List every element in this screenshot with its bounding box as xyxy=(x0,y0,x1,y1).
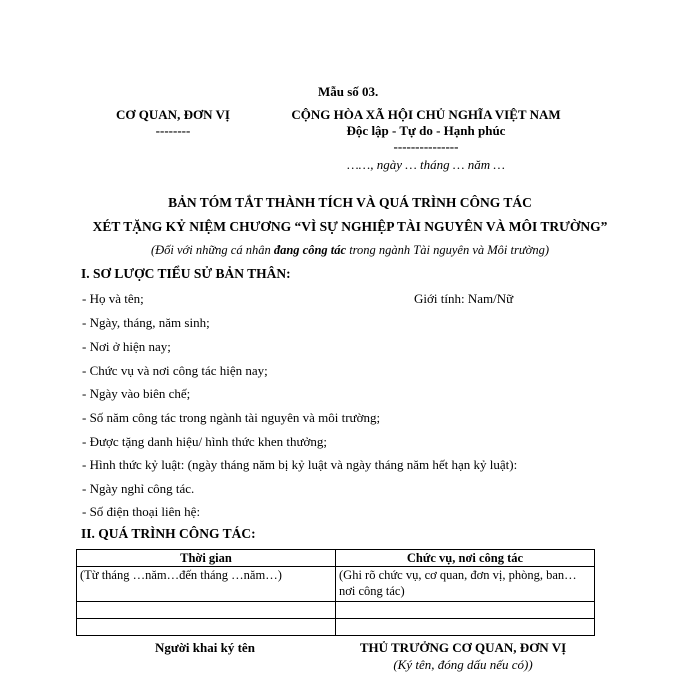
date-line: ……, ngày … tháng … năm … xyxy=(347,157,505,172)
table-row xyxy=(77,602,595,619)
table-row xyxy=(77,619,595,636)
form-number: Mẫu số 03. xyxy=(318,84,379,99)
section2-heading: II. QUÁ TRÌNH CÔNG TÁC: xyxy=(81,526,256,541)
table-row xyxy=(77,567,595,602)
field-birthdate: - Ngày, tháng, năm sinh; xyxy=(82,315,210,330)
field-phone: - Số điện thoại liên hệ: xyxy=(82,504,201,519)
field-staffing-date: - Ngày vào biên chế; xyxy=(82,386,191,401)
document-title-line1: BẢN TÓM TẮT THÀNH TÍCH VÀ QUÁ TRÌNH CÔNG TÁC xyxy=(168,195,532,210)
table-header-position: Chức vụ, nơi công tác xyxy=(336,550,595,567)
field-awards: - Được tặng danh hiệu/ hình thức khen thưởng; xyxy=(82,434,328,449)
subtitle-pre: (Đối với những cá nhân xyxy=(150,243,274,257)
table-header-time: Thời gian xyxy=(77,550,336,567)
subtitle-post: trong ngành Tài nguyên và Môi trường) xyxy=(346,243,550,257)
table-cell-empty xyxy=(336,619,595,636)
field-discipline: - Hình thức kỷ luật: (ngày tháng năm bị kỷ luật và ngày tháng năm hết hạn kỷ luật): xyxy=(82,457,518,472)
national-motto: Độc lập - Tự do - Hạnh phúc xyxy=(346,123,506,138)
field-residence: - Nơi ở hiện nay; xyxy=(82,339,171,354)
left-header-org: CƠ QUAN, ĐƠN VỊ xyxy=(116,107,230,122)
table-cell-empty xyxy=(336,602,595,619)
signature-left: Người khai ký tên xyxy=(155,640,255,655)
left-header-rule: -------- xyxy=(155,123,191,138)
table-cell-time: (Từ tháng …năm…đến tháng …năm…) xyxy=(77,567,336,602)
field-position: - Chức vụ và nơi công tác hiện nay; xyxy=(82,363,268,378)
document-title-line2: XÉT TẶNG KỶ NIỆM CHƯƠNG “VÌ SỰ NGHIỆP TÀI NGUYÊN VÀ MÔI TRƯỜNG” xyxy=(92,219,608,234)
field-retirement-date: - Ngày nghỉ công tác. xyxy=(82,481,195,496)
subtitle-bold: đang công tác xyxy=(273,243,347,257)
field-years-of-service: - Số năm công tác trong ngành tài nguyên và môi trường; xyxy=(82,410,381,425)
nation-name: CỘNG HÒA XÃ HỘI CHỦ NGHĨA VIỆT NAM xyxy=(291,107,561,122)
document-subtitle xyxy=(0,243,700,258)
field-gender: Giới tính: Nam/Nữ xyxy=(414,291,514,306)
work-history-table xyxy=(76,549,595,636)
field-name: - Họ và tên; xyxy=(82,291,144,306)
table-cell-empty xyxy=(77,602,336,619)
motto-rule: --------------- xyxy=(393,139,459,154)
table-cell-empty xyxy=(77,619,336,636)
section1-heading: I. SƠ LƯỢC TIỂU SỬ BẢN THÂN: xyxy=(81,266,291,281)
signature-right: THỦ TRƯỞNG CƠ QUAN, ĐƠN VỊ xyxy=(359,640,567,655)
table-cell-position: (Ghi rõ chức vụ, cơ quan, đơn vị, phòng, ban…nơi công tác) xyxy=(336,567,595,602)
signature-right-note: (Ký tên, đóng dấu nếu có)) xyxy=(393,657,533,672)
